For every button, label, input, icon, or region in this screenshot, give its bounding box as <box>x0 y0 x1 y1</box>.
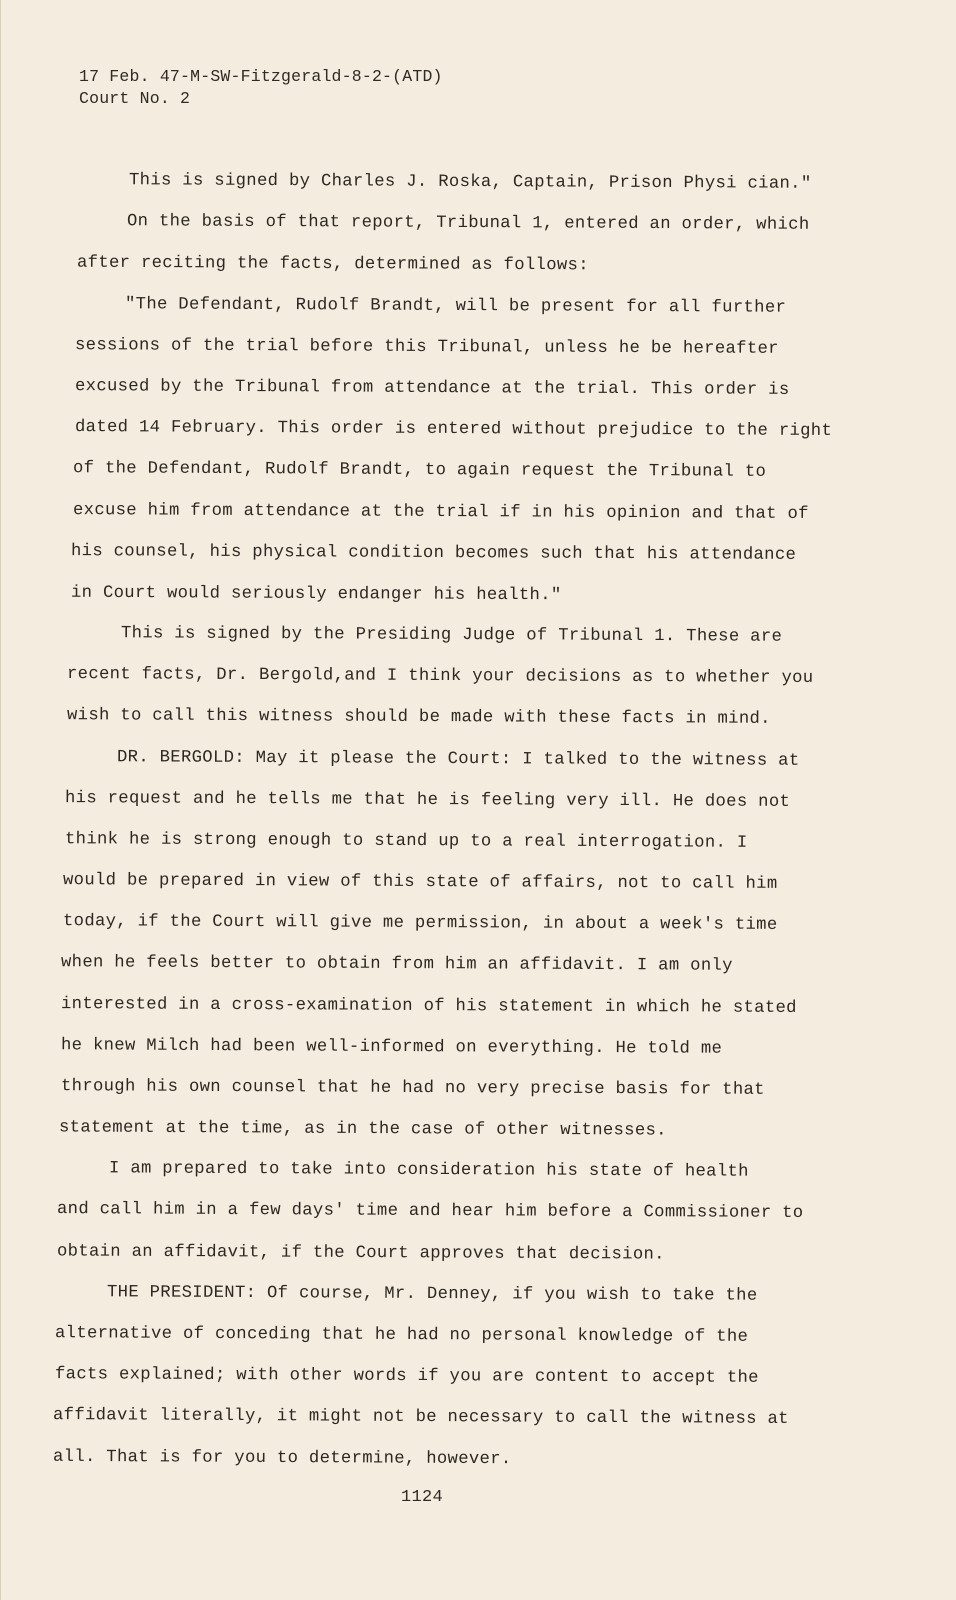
transcript-line: he knew Milch had been well-informed on everything. He told me <box>60 1036 723 1059</box>
document-header <box>79 66 443 110</box>
transcript-line: of the Defendant, Rudolf Brandt, to again request the Tribunal to <box>72 459 767 482</box>
transcript-line: his request and he tells me that he is feeling very ill. He does not <box>64 789 791 812</box>
transcript-line: and call him in a few days' time and hear him before a Commissioner to <box>56 1200 804 1223</box>
header-court: Court No. 2 <box>79 89 191 108</box>
transcript-line: This is signed by Charles J. Roska, Captain, Prison Physi cian." <box>128 171 812 194</box>
transcript-line: through his own counsel that he had no very precise basis for that <box>60 1077 765 1100</box>
transcript-line: excuse him from attendance at the trial if in his opinion and that of <box>72 501 809 524</box>
transcript-line: excused by the Tribunal from attendance at the trial. This order is <box>74 377 790 400</box>
page-number: 1124 <box>401 1488 444 1507</box>
transcript-line: when he feels better to obtain from him an affidavit. I am only <box>60 953 733 976</box>
transcript-line: dated 14 February. This order is entered without prejudice to the right <box>74 418 833 441</box>
transcript-line: would be prepared in view of this state of affairs, not to call him <box>62 871 778 894</box>
transcript-line: interested in a cross-examination of his statement in which he stated <box>60 995 797 1018</box>
transcript-line: statement at the time, as in the case of other witnesses. <box>58 1118 667 1141</box>
transcript-line: sessions of the trial before this Tribunal, unless he be hereafter <box>74 336 779 359</box>
transcript-line: think he is strong enough to stand up to a real interrogation. I <box>64 830 748 853</box>
transcript-line: "The Defendant, Rudolf Brandt, will be present for all further <box>124 295 787 318</box>
transcript-line: DR. BERGOLD: May it please the Court: I talked to the witness at <box>116 748 800 771</box>
transcript-line: after reciting the facts, determined as follows: <box>76 253 589 276</box>
transcript-line: his counsel, his physical condition becomes such that his attendance <box>70 542 797 565</box>
transcript-line: today, if the Court will give me permission, in about a week's time <box>62 912 778 935</box>
transcript-line: wish to call this witness should be made with these facts in mind. <box>66 706 771 729</box>
transcript-line: recent facts, Dr. Bergold,and I think your decisions as to whether you <box>66 665 814 688</box>
transcript-line: I am prepared to take into consideration his state of health <box>108 1159 749 1182</box>
transcript-line: in Court would seriously endanger his health." <box>70 583 562 606</box>
transcript-line: obtain an affidavit, if the Court approves that decision. <box>56 1242 665 1265</box>
transcript-line: On the basis of that report, Tribunal 1, entered an order, which <box>126 212 810 235</box>
transcript-line: all. That is for you to determine, however. <box>52 1447 512 1470</box>
transcript-line: This is signed by the Presiding Judge of Tribunal 1. These are <box>120 624 783 647</box>
transcript-line: affidavit literally, it might not be necessary to call the witness at <box>52 1406 789 1429</box>
header-reference: 17 Feb. 47-M-SW-Fitzgerald-8-2-(ATD) <box>79 67 443 86</box>
transcript-line: THE PRESIDENT: Of course, Mr. Denney, if you wish to take the <box>106 1283 758 1306</box>
transcript-line: facts explained; with other words if you are content to accept the <box>54 1365 759 1388</box>
transcript-line: alternative of conceding that he had no personal knowledge of the <box>54 1324 749 1347</box>
